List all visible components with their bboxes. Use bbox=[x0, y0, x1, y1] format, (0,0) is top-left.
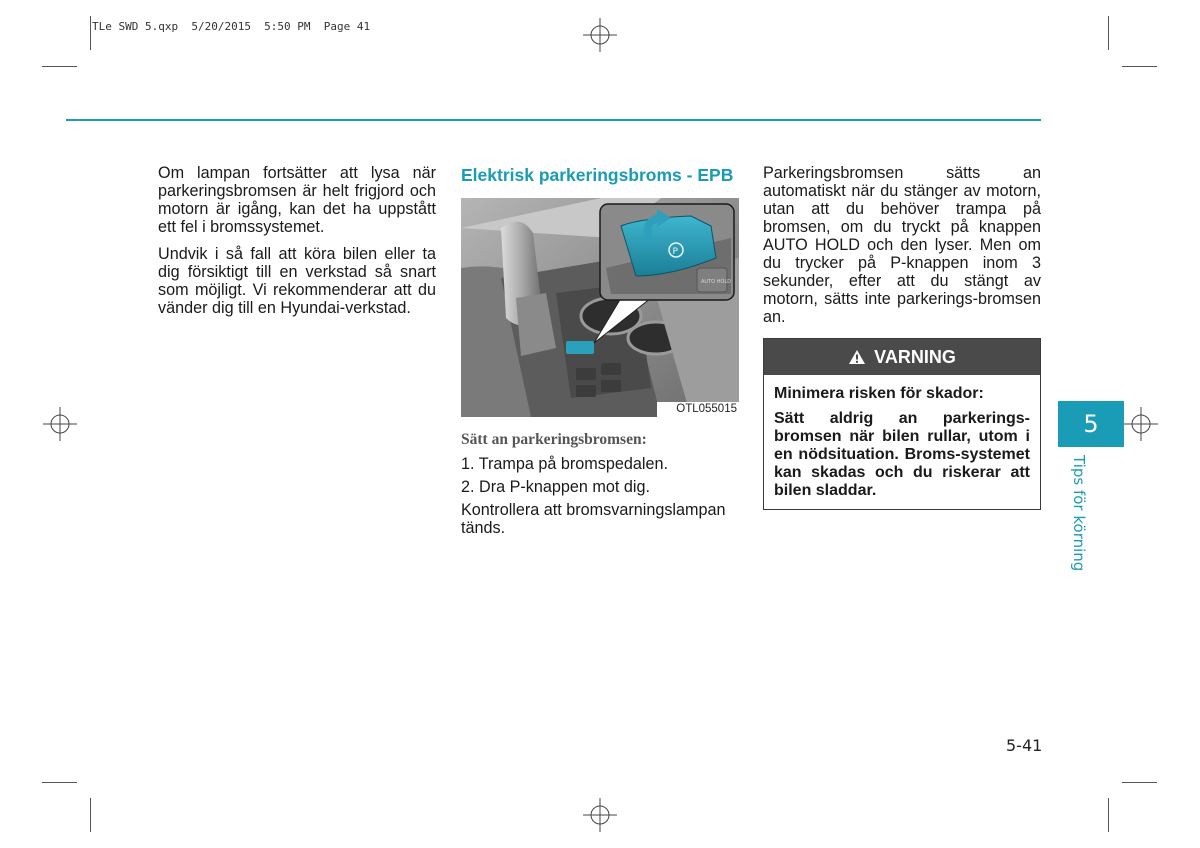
warning-body bbox=[764, 375, 1040, 500]
crop-mark bbox=[90, 16, 91, 50]
warning-text: Sätt aldrig an parkerings-bromsen när bilen rullar, utom i en nödsituation. Broms-systemet kan skadas och du riskerar att bilen sladdar. bbox=[774, 410, 1030, 499]
paragraph: Parkeringsbromsen sätts an automatiskt när du stänger av motorn, utan att du behöver trampa på bromsen, om du tryckt på knappen AUTO HOLD och den lyser. Men om du trycker på P-knappen inom 3 sekunder, efter att du stängt av motorn, sätts inte parkerings-bromsen an. bbox=[763, 164, 1041, 326]
steps-list bbox=[461, 455, 739, 496]
warning-subtitle: Minimera risken för skador: bbox=[774, 385, 984, 402]
header-rule bbox=[66, 119, 1041, 121]
car-console-illustration bbox=[461, 198, 739, 417]
section-title: Elektrisk parkeringsbroms - EPB bbox=[461, 165, 734, 185]
warning-box bbox=[763, 338, 1041, 510]
paragraph: Kontrollera att bromsvarningslampan tänds. bbox=[461, 501, 726, 537]
paragraph: Undvik i så fall att köra bilen eller ta dig försiktigt till en verkstad så snart som möjligt. Vi rekommenderar att du vänder dig till en Hyundai-verkstad. bbox=[158, 245, 436, 317]
crop-mark bbox=[90, 798, 91, 832]
svg-text:P: P bbox=[672, 247, 678, 257]
chapter-number: 5 bbox=[1083, 410, 1099, 438]
registration-mark-icon bbox=[1124, 407, 1158, 441]
epb-figure bbox=[461, 198, 739, 417]
page-number: 5-41 bbox=[1006, 736, 1043, 755]
registration-mark-icon bbox=[43, 407, 77, 441]
crop-mark bbox=[1108, 16, 1109, 50]
column-3 bbox=[763, 164, 1041, 335]
column-2 bbox=[461, 164, 739, 546]
warning-title: VARNING bbox=[874, 346, 956, 367]
crop-mark bbox=[42, 782, 77, 783]
warning-triangle-icon bbox=[848, 349, 866, 365]
crop-mark bbox=[42, 66, 77, 67]
list-item: 1. Trampa på bromspedalen. bbox=[461, 455, 668, 473]
figure-caption: Sätt an parkeringsbromsen: bbox=[461, 431, 647, 448]
paragraph: Om lampan fortsätter att lysa när parkeringsbromsen är helt frigjord och motorn är igång, kan det ha uppstått ett fel i bromssystemet. bbox=[158, 164, 436, 236]
crop-mark bbox=[1122, 66, 1157, 67]
figure-code: OTL055015 bbox=[657, 402, 739, 417]
chapter-name: Tips för körning bbox=[1070, 455, 1088, 572]
registration-mark-icon bbox=[583, 18, 617, 52]
list-item: 2. Dra P-knappen mot dig. bbox=[461, 478, 650, 496]
chapter-tab bbox=[1058, 401, 1124, 447]
warning-header bbox=[764, 339, 1040, 375]
column-1 bbox=[158, 164, 436, 326]
crop-mark bbox=[1122, 782, 1157, 783]
print-header: TLe SWD 5.qxp 5/20/2015 5:50 PM Page 41 bbox=[92, 20, 371, 33]
figure-auto-hold-label: AUTO HOLD bbox=[701, 279, 731, 285]
registration-mark-icon bbox=[583, 798, 617, 832]
crop-mark bbox=[1108, 798, 1109, 832]
